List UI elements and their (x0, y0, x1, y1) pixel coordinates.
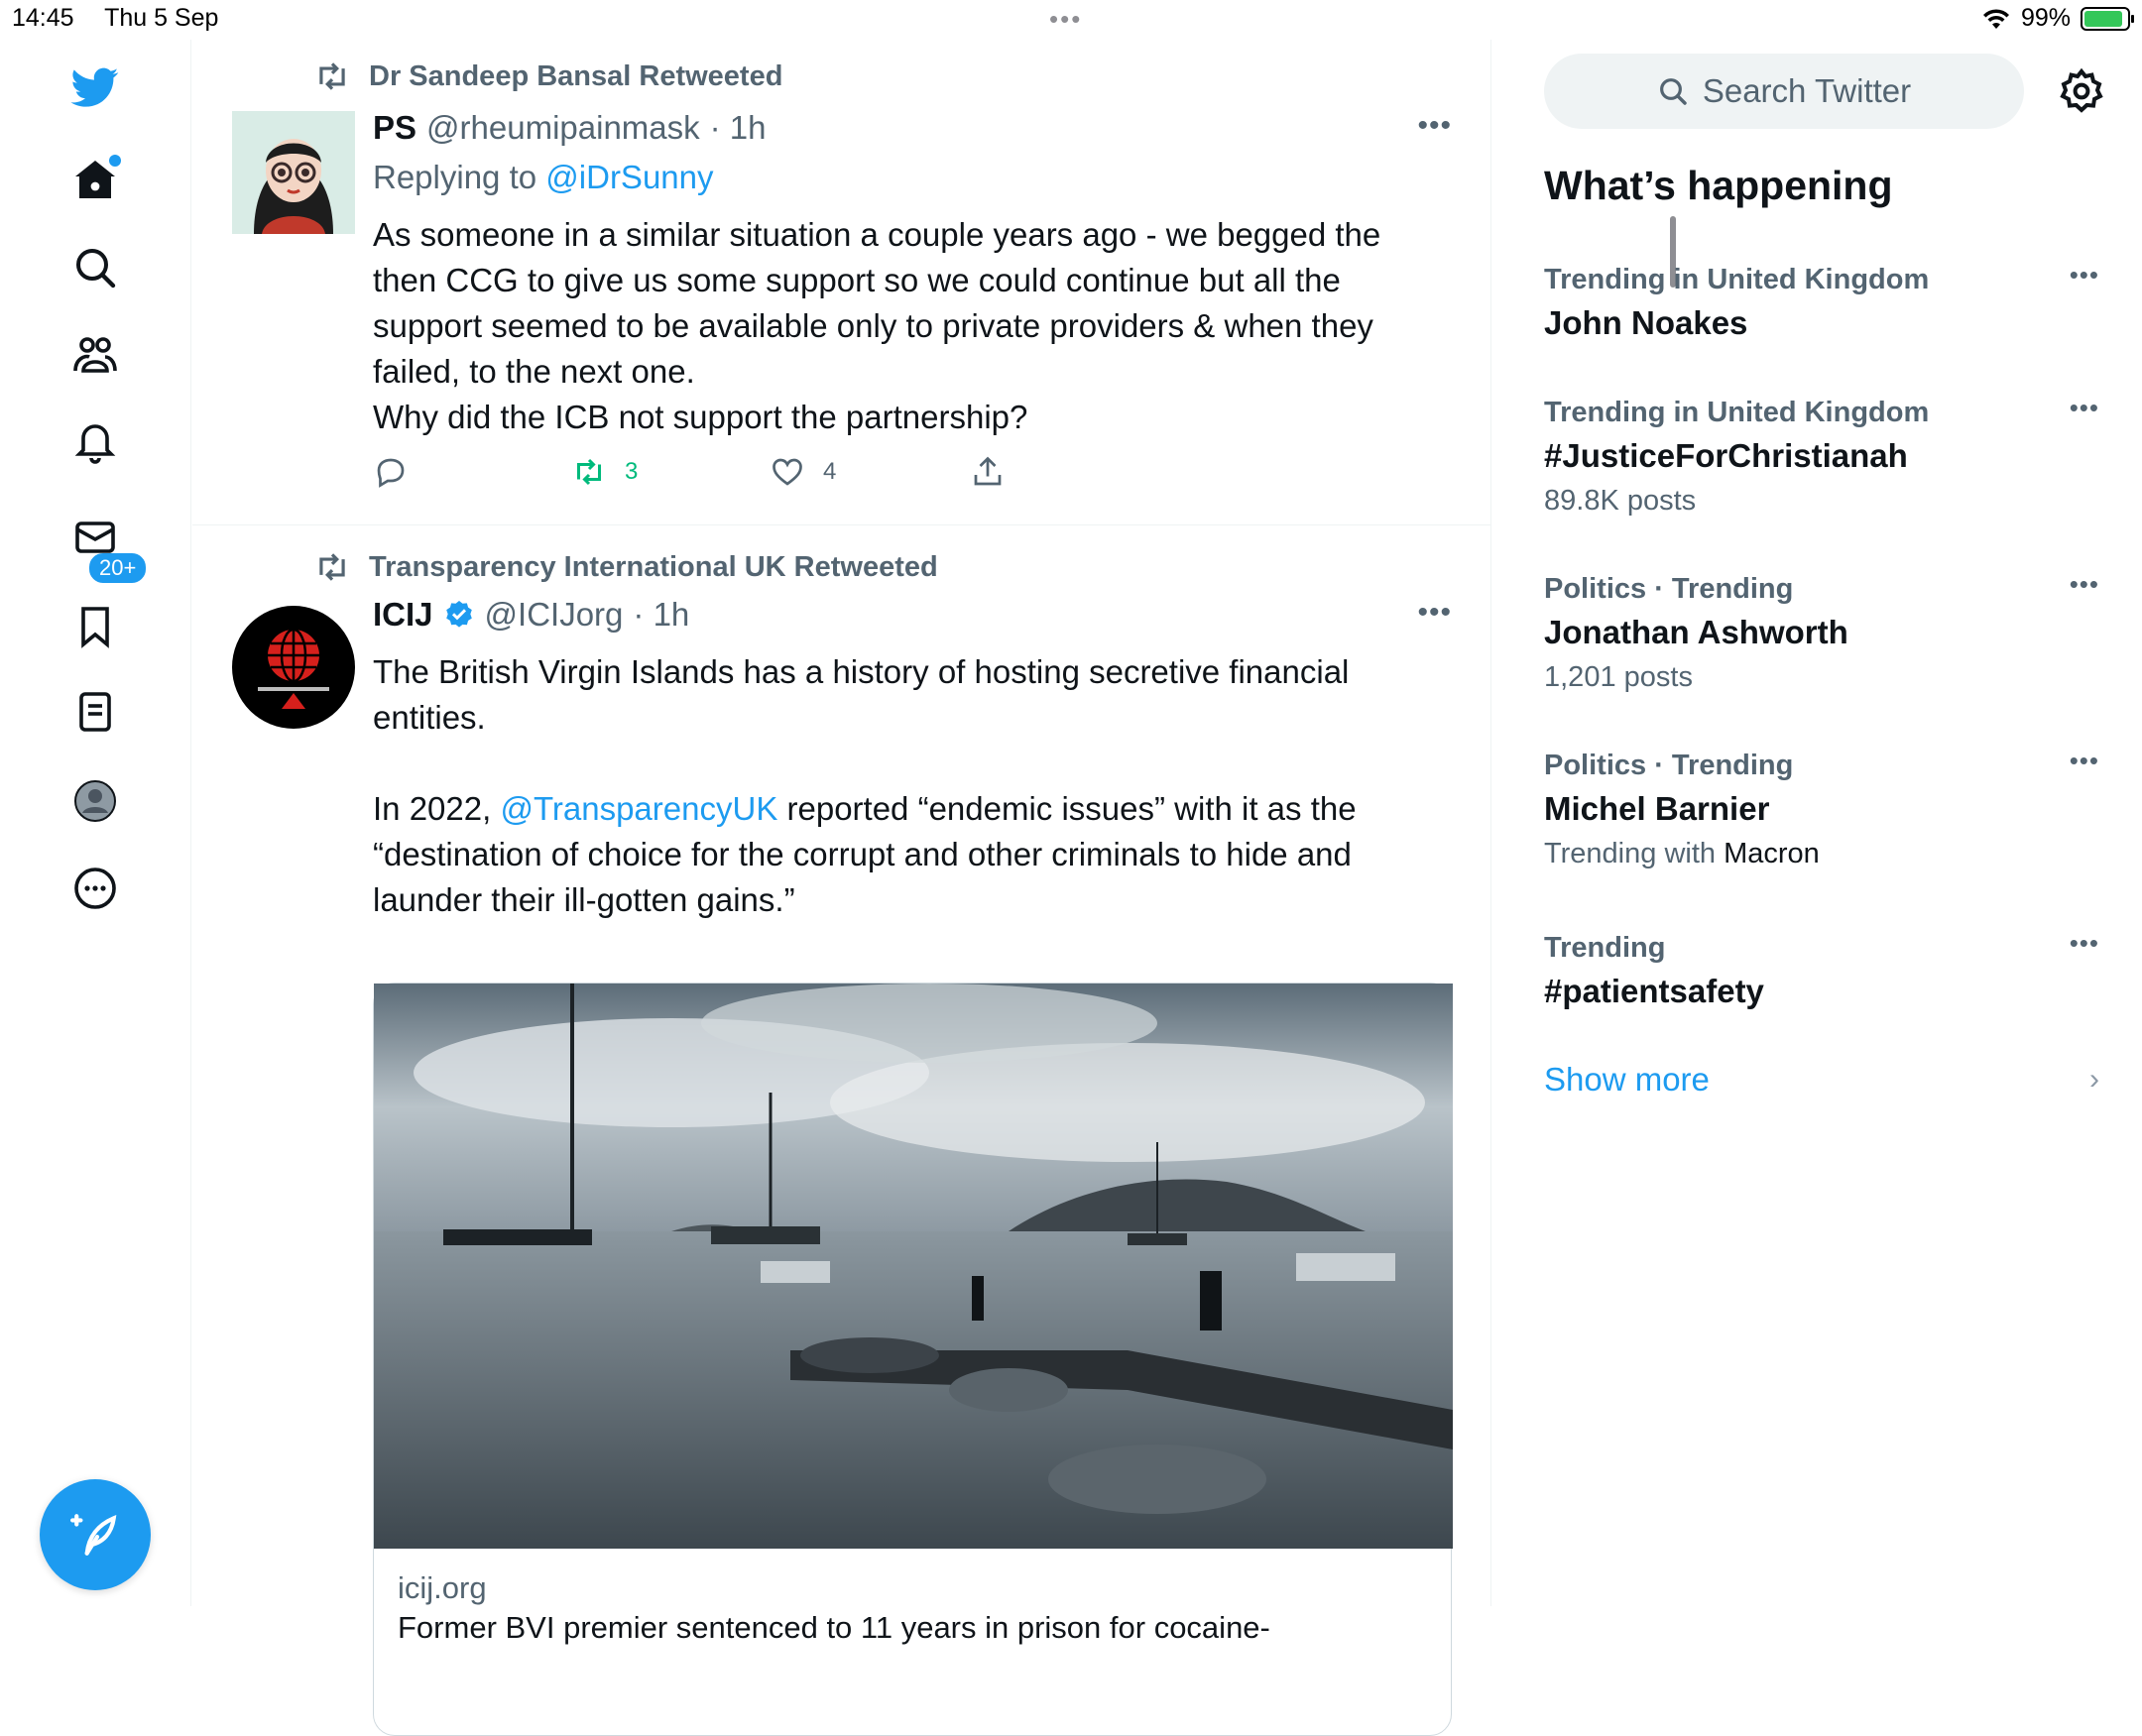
home-new-dot (109, 155, 121, 167)
trend-item[interactable]: Politics · Trending Jonathan Ashworth 1,201 posts ••• (1544, 569, 2099, 693)
link-card[interactable] (373, 983, 1452, 1736)
trend-more-icon[interactable]: ••• (2069, 746, 2099, 775)
tweet-more-icon[interactable]: ••• (1417, 596, 1452, 629)
compose-feather-icon (70, 1510, 120, 1560)
tweet-more-icon[interactable]: ••• (1417, 109, 1452, 142)
share-icon (970, 454, 1006, 490)
trend-more-icon[interactable]: ••• (2069, 928, 2099, 958)
more-options-icon[interactable] (69, 863, 121, 914)
card-domain: icij.org (398, 1570, 487, 1605)
tweet-time[interactable]: · 1h (709, 109, 767, 146)
trend-more-icon[interactable]: ••• (2069, 260, 2099, 289)
right-sidebar (1492, 40, 2142, 1606)
notifications-count-badge: 20+ (87, 551, 148, 585)
trend-more-icon[interactable]: ••• (2069, 393, 2099, 422)
author-name[interactable]: ICIJ (373, 596, 433, 633)
like-button[interactable] (770, 454, 836, 490)
status-date: Thu 5 Sep (104, 4, 219, 32)
retweet-icon (313, 548, 351, 586)
tweet-time[interactable]: · 1h (633, 596, 690, 633)
wifi-icon (1981, 7, 2011, 31)
heart-icon (770, 454, 805, 490)
retweet-icon (313, 58, 351, 95)
trend-item[interactable]: Trending #patientsafety ••• (1544, 928, 2099, 1009)
trend-item[interactable]: Politics · Trending Michel Barnier Trending with Macron ••• (1544, 746, 2099, 869)
author-avatar[interactable] (232, 606, 355, 729)
author-name[interactable]: PS (373, 109, 417, 146)
communities-icon[interactable] (69, 329, 121, 381)
settings-gear-icon[interactable] (2058, 67, 2105, 115)
replying-to-handle[interactable]: @iDrSunny (545, 159, 714, 195)
retweeted-by-label[interactable]: Dr Sandeep Bansal Retweeted (369, 59, 783, 92)
author-handle[interactable]: @rheumipainmask (426, 109, 700, 146)
show-more-label: Show more (1544, 1061, 1710, 1098)
twitter-logo-icon[interactable] (69, 61, 121, 113)
show-more-link[interactable] (1544, 1061, 2099, 1099)
like-count: 4 (823, 458, 837, 485)
retweet-icon (571, 454, 607, 490)
compose-tweet-button[interactable] (40, 1479, 151, 1590)
status-time: 14:45 (12, 4, 74, 32)
tweet-text: As someone in a similar situation a couple years ago - we begged the then CCG to give us some support so we could continue but all the support seemed to be available only to private providers & when they failed, to the next one. Why did the ICB not support the partnership? (373, 216, 1381, 435)
search-input[interactable] (1544, 54, 2024, 129)
card-image[interactable] (374, 984, 1453, 1549)
timeline[interactable] (192, 40, 1491, 1645)
card-title: Former BVI premier sentenced to 11 years in prison for cocaine- (398, 1610, 1270, 1645)
mention-link[interactable]: @TransparencyUK (500, 790, 778, 827)
tweet-text: The British Virgin Islands has a history of hosting secretive financial entities. In 2022, @TransparencyUK reported “endemic issues” with it as the “destination of choice for the corrupt and other criminals to hide and launder their ill-gotten gains.” (373, 653, 1357, 918)
battery-percent: 99% (2020, 4, 2071, 32)
home-icon[interactable] (69, 155, 121, 206)
lists-icon[interactable] (69, 686, 121, 738)
search-placeholder: Search Twitter (1702, 72, 1912, 109)
notifications-bell-icon[interactable] (69, 416, 121, 468)
search-icon (1657, 75, 1689, 107)
retweet-button[interactable] (571, 454, 638, 490)
replying-to-label: Replying to (373, 159, 537, 195)
trend-more-icon[interactable]: ••• (2069, 569, 2099, 599)
multitasking-dots-icon[interactable]: ••• (1049, 4, 1083, 34)
left-nav (0, 40, 191, 1606)
trend-item[interactable]: Trending in United Kingdom John Noakes ••• (1544, 260, 2099, 341)
profile-avatar-icon[interactable] (69, 775, 121, 827)
author-avatar[interactable] (232, 111, 355, 234)
chevron-right-icon: › (2089, 1063, 2099, 1096)
status-bar (0, 0, 2142, 40)
retweet-count: 3 (625, 458, 639, 485)
bookmarks-icon[interactable] (69, 601, 121, 652)
tweet[interactable] (192, 526, 1491, 1716)
author-handle[interactable]: @ICIJorg (484, 596, 624, 633)
reply-icon (373, 454, 409, 490)
retweeted-by-label[interactable]: Transparency International UK Retweeted (369, 550, 938, 583)
tweet[interactable] (192, 40, 1491, 525)
verified-badge-icon (443, 599, 475, 631)
whats-happening-title: What’s happening (1544, 163, 1893, 208)
trend-item[interactable]: Trending in United Kingdom #JusticeForChristianah 89.8K posts ••• (1544, 393, 2099, 517)
battery-icon (2081, 7, 2130, 31)
tweet-actions (373, 454, 1166, 504)
reply-button[interactable] (373, 454, 409, 490)
explore-search-icon[interactable] (69, 242, 121, 293)
share-button[interactable] (970, 454, 1006, 490)
messages-envelope-icon[interactable] (69, 512, 121, 563)
